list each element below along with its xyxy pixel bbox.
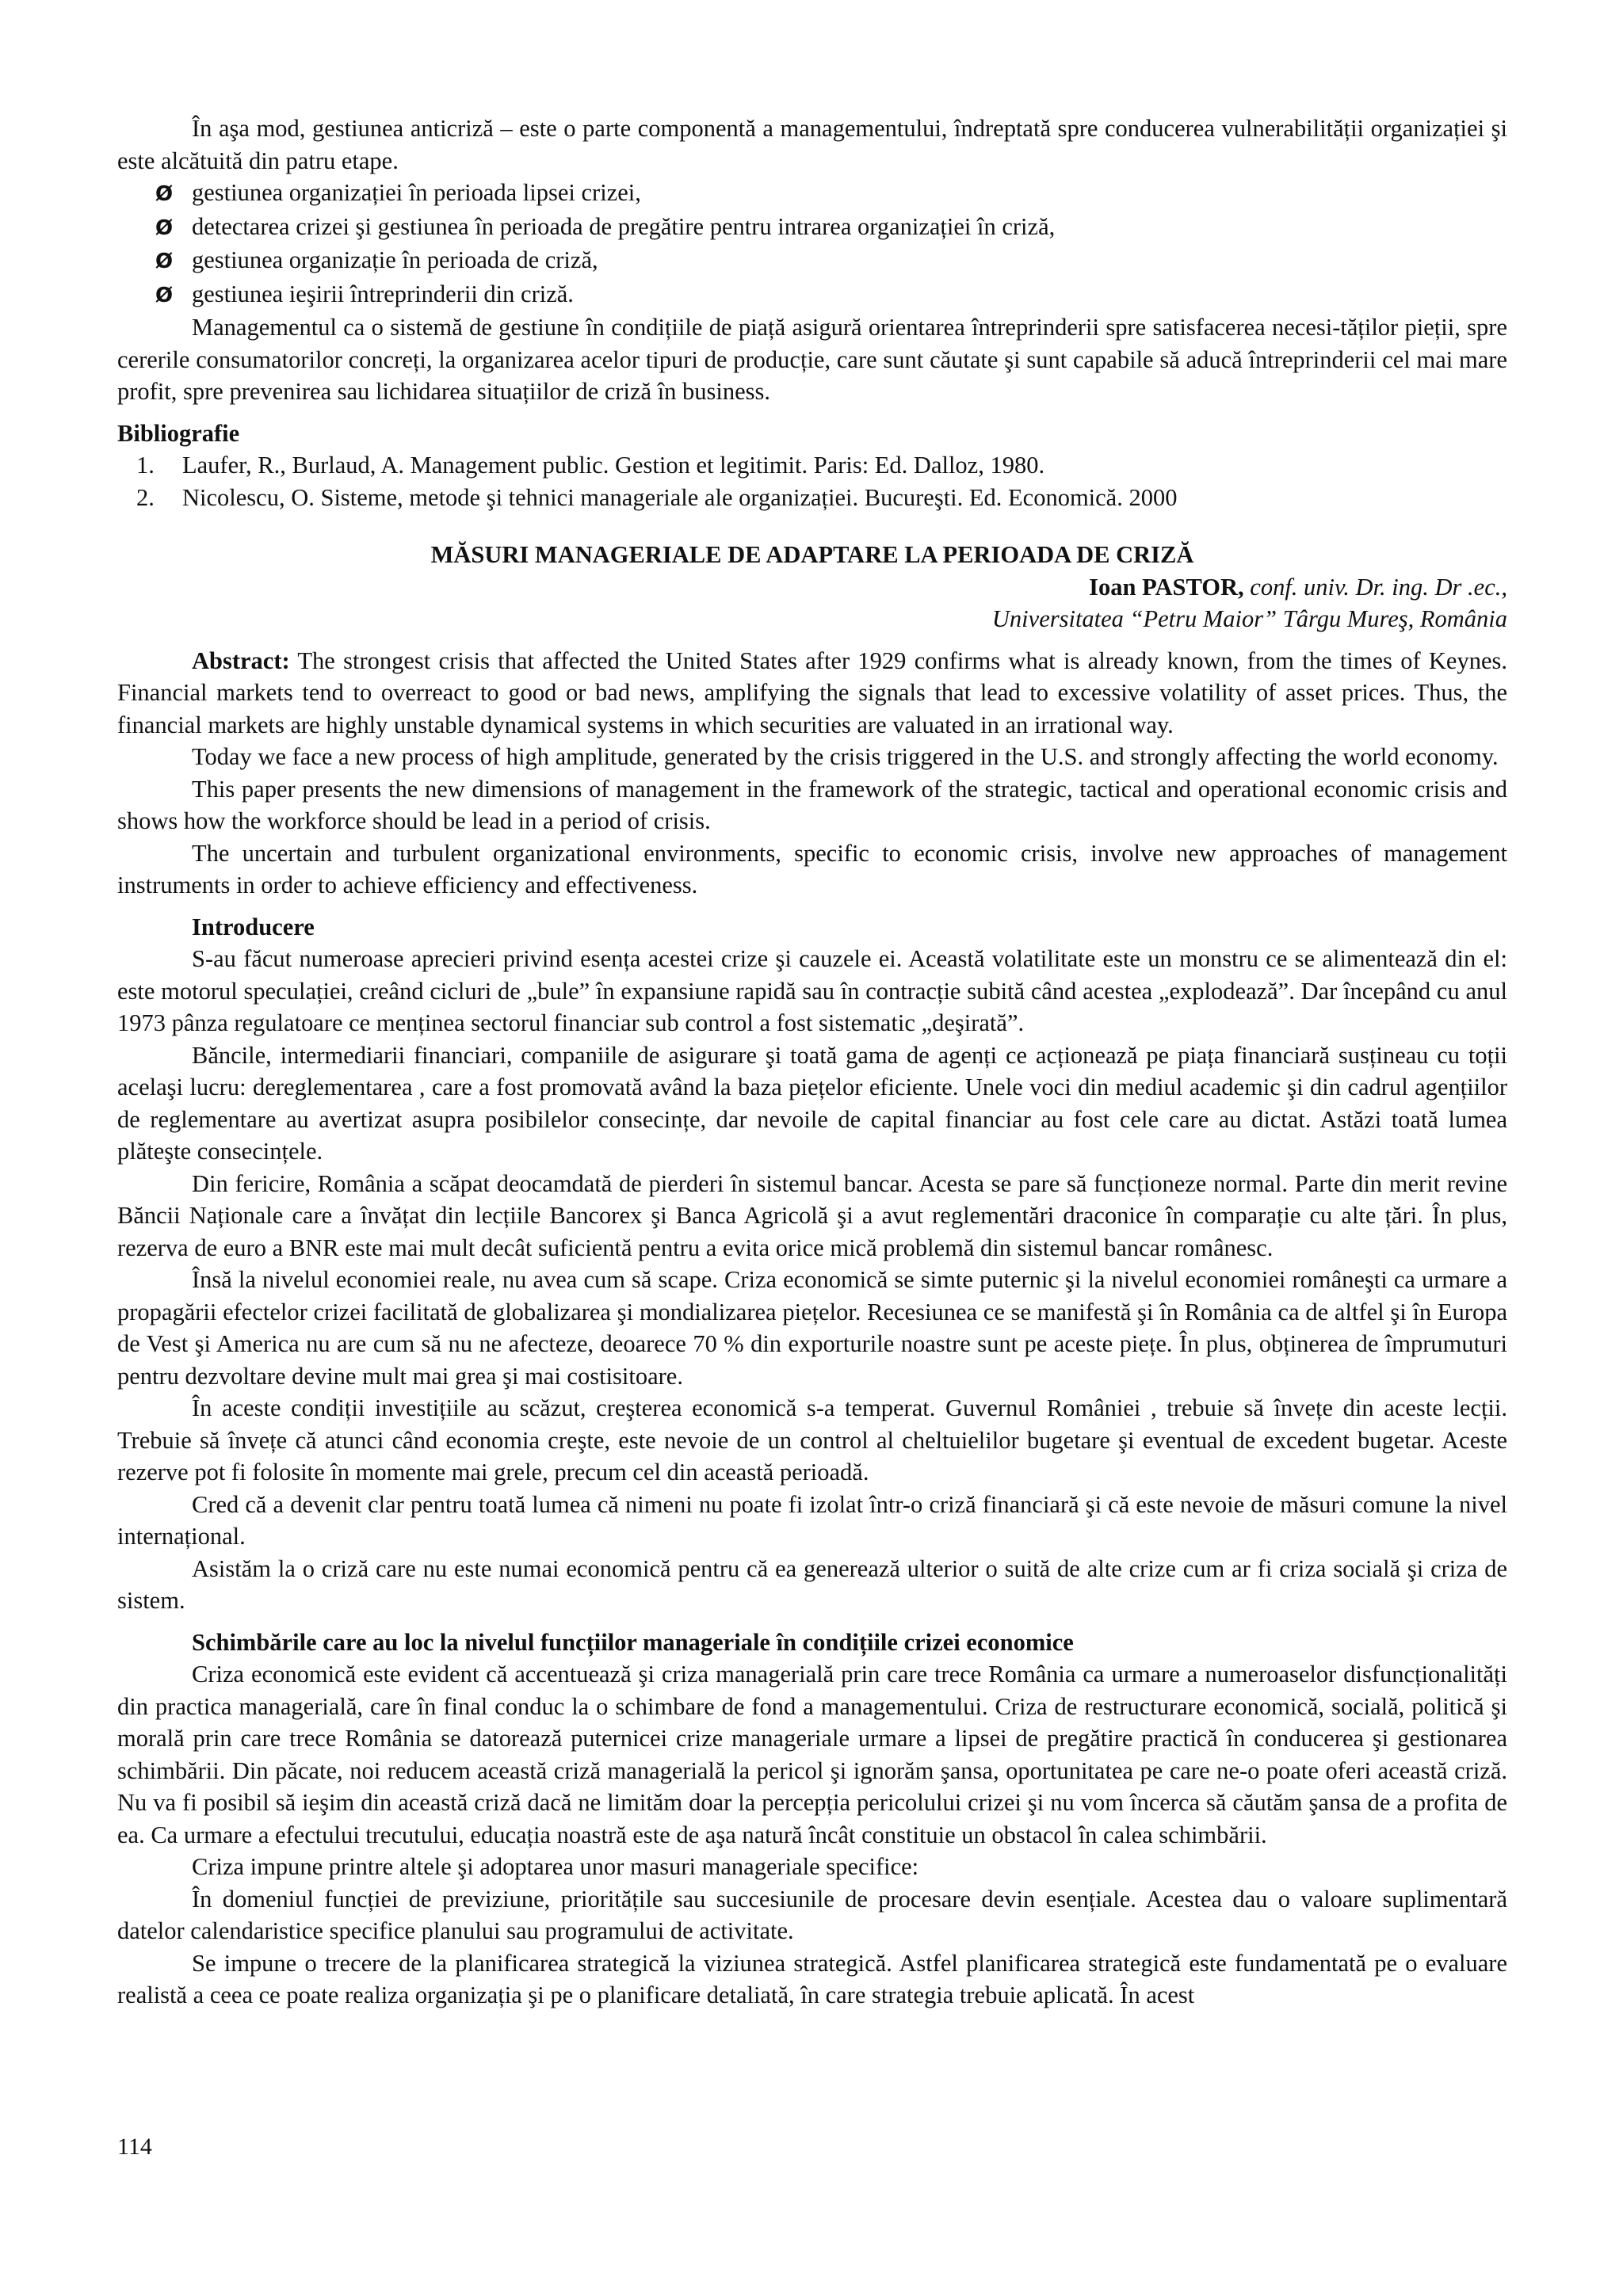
body-paragraph: Se impune o trecere de la planificarea strategică la viziunea strategică. Astfel planificarea strategică este fundamentată pe o evaluare realistă a ceea ce poate realiza organizația şi pe o planificare detaliată, în care strategia trebuie aplicată. În acest	[117, 1949, 1507, 2008]
abstract-paragraph: This paper presents the new dimensions of management in the framework of the strategic, tactical and operational economic crisis and shows how the workforce should be lead in a period of crisis.	[117, 775, 1507, 834]
bullet-text: gestiunea organizație în perioada de criză,	[192, 246, 598, 273]
bibliography-number: 2.	[136, 483, 155, 511]
abstract-text: The strongest crisis that affected the United States after 1929 confirms what is already known, from the times of Keynes. Financial markets tend to overreact to good or bad news, amplifying the signals that lead to excessive volatility of asset prices. Thus, the financial markets are highly unstable dynamical systems in which securities are valuated in an irrational way.	[117, 646, 1507, 738]
body-paragraph: În domeniul funcției de previziune, prioritățile sau succesiunile de procesare devin esențiale. Acestea dau o valoare suplimentară datelor calendaristice specifice planului sau programului de activitate.	[117, 1885, 1507, 1944]
bibliography-item	[117, 449, 1507, 482]
bullet-text: detectarea crizei şi gestiunea în perioada de pregătire pentru intrarea organizației în criză,	[192, 212, 1056, 240]
author-title: conf. univ. Dr. ing. Dr .ec.,	[1243, 573, 1507, 601]
author-affiliation: Universitatea “Petru Maior” Târgu Mureş, România	[991, 605, 1507, 632]
abstract-paragraph	[117, 645, 1507, 742]
section-heading-introduction: Introducere	[192, 913, 315, 940]
abstract-label: Abstract:	[192, 646, 290, 674]
bibliography-item	[117, 482, 1507, 514]
bullet-text: gestiunea organizației în perioada lipsei crizei,	[192, 179, 641, 206]
author-name: Ioan PASTOR,	[1089, 573, 1244, 601]
intro-paragraph-1: În aşa mod, gestiunea anticriză – este o parte componentă a managementului, îndreptată spre conducerea vulnerabilității organizației şi este alcătuită din patru etape.	[117, 115, 1507, 174]
bullet-item	[117, 211, 1507, 245]
body-paragraph: Însă la nivelul economiei reale, nu avea cum să scape. Criza economică se simte puternic şi la nivelul economiei româneşti ca urmare a propagării efectelor crizei facilitată de globalizarea şi mondializarea piețelor. Recesiunea ce se manifestă şi în România ca de altfel şi în Europa de Vest şi America nu are cum să nu ne afecteze, deoarece 70 % din exporturile noastre sunt pe aceste piețe. În plus, obținerea de împrumuturi pentru dezvoltare devine mult mai grea şi mai costisitoare.	[117, 1266, 1507, 1390]
abstract-paragraph: Today we face a new process of high amplitude, generated by the crisis triggered in the U.S. and strongly affecting the world economy.	[192, 743, 1499, 770]
abstract-paragraph: The uncertain and turbulent organizational environments, specific to economic crisis, involve new approaches of management instruments in order to achieve efficiency and effectiveness.	[117, 839, 1507, 898]
page-number: 114	[117, 2134, 152, 2160]
body-paragraph: Din fericire, România a scăpat deocamdată de pierderi în sistemul bancar. Acesta se pare să funcționeze normal. Parte din merit revine Băncii Naționale care a învățat din lecțiile Bancorex şi Banca Agricolă şi a avut reglementări draconice în comparație cu alte țări. În plus, rezerva de euro a BNR este mai mult decât suficientă pentru a evita orice mică problemă din sistemul bancar românesc.	[117, 1169, 1507, 1261]
arrow-bullet-icon: Ø	[155, 215, 174, 240]
body-paragraph: Criza impune printre altele şi adoptarea unor masuri manageriale specifice:	[192, 1853, 919, 1880]
bibliography-heading: Bibliografie	[117, 419, 240, 447]
author-line	[117, 571, 1507, 604]
body-paragraph: Criza economică este evident că accentuează şi criza managerială prin care trece România ca urmare a numeroaselor disfuncționalități din practica managerială, care în final conduc la o schimbare de fond a managementului. Criza de restructurare economică, socială, politică şi morală prin care trece România se datorează puternicei crize manageriale urmare a lipsei de pregătire practică în conducerea şi gestionarea schimbării. Din păcate, noi reducem această criză managerială la pericol şi ignorăm şansa, oportunitatea pe care ne-o poate oferi această criză. Nu va fi posibil să ieşim din această criză dacă ne limităm doar la percepția pericolului crizei şi nu vom încerca să căutăm şansa de a profita de ea. Ca urmare a efectului trecutului, educația noastră este de aşa natură încât constituie un obstacol în calea schimbării.	[117, 1661, 1507, 1848]
arrow-bullet-icon: Ø	[155, 250, 174, 273]
arrow-bullet-icon: Ø	[155, 283, 174, 307]
bullet-item	[117, 278, 1507, 312]
body-paragraph: În aceste condiții investițiile au scăzut, creşterea economică s-a temperat. Guvernul României , trebuie să învețe din aceste lecții. Trebuie să învețe că atunci când economia creşte, este nevoie de un control al cheltuielilor bugetare şi eventual de excedent bugetar. Aceste rezerve pot fi folosite în momente mai grele, precum cel din această perioadă.	[117, 1394, 1507, 1486]
body-paragraph: S-au făcut numeroase aprecieri privind esența acestei crize şi cauzele ei. Această volatilitate este un monstru ce se alimentează din el: este motorul speculației, creând cicluri de „bule” în expansiune rapidă sau în contracție subită când acestea „explodează”. Dar începând cu anul 1973 pânza regulatoare ce menținea sectorul financiar sub control a fost sistematic „deşirată”.	[117, 945, 1507, 1036]
text-column	[117, 113, 1507, 2012]
section-heading-managerial-functions: Schimbările care au loc la nivelul funcțiilor manageriale în condițiile crizei economice	[192, 1628, 1074, 1656]
bullet-text: gestiunea ieşirii întreprinderii din criză.	[192, 280, 574, 307]
arrow-bullet-icon: Ø	[155, 182, 174, 206]
bibliography-number: 1.	[136, 452, 155, 479]
bullet-item	[117, 244, 1507, 278]
article-title: MĂSURI MANAGERIALE DE ADAPTARE LA PERIOADA DE CRIZĂ	[430, 541, 1194, 568]
body-paragraph: Asistăm la o criză care nu este numai economică pentru că ea generează ulterior o suită de alte crize cum ar fi criza socială şi criza de sistem.	[117, 1554, 1507, 1614]
intro-paragraph-2: Managementul ca o sistemă de gestiune în condițiile de piață asigură orientarea întreprinderii spre satisfacerea necesi-tăților pieții, spre cererile consumatorilor concreți, la organizarea acelor tipuri de producție, care sunt căutate şi sunt capabile să aducă întreprinderii cel mai mare profit, spre prevenirea sau lichidarea situațiilor de criză în business.	[117, 314, 1507, 405]
bibliography-text: Nicolescu, O. Sisteme, metode şi tehnici manageriale ale organizației. Bucureşti. Ed. Economică. 2000	[182, 483, 1178, 511]
bibliography-text: Laufer, R., Burlaud, A. Management public. Gestion et legitimit. Paris: Ed. Dalloz, 1980.	[182, 452, 1045, 479]
bullet-item	[117, 177, 1507, 211]
body-paragraph: Băncile, intermediarii financiari, companiile de asigurare şi toată gama de agenți ce acționează pe piața financiară susțineau cu toții acelaşi lucru: dereglementarea , care a fost promovată având la baza piețelor eficiente. Unele voci din mediul academic şi din cadrul agențiilor de reglementare au avertizat asupra posibilelor consecințe, dar nevoile de capital financiar au fost cele care au dictat. Astăzi toată lumea plăteşte consecințele.	[117, 1041, 1507, 1165]
body-paragraph: Cred că a devenit clar pentru toată lumea că nimeni nu poate fi izolat într-o criză financiară şi că este nevoie de măsuri comune la nivel internațional.	[117, 1490, 1507, 1550]
